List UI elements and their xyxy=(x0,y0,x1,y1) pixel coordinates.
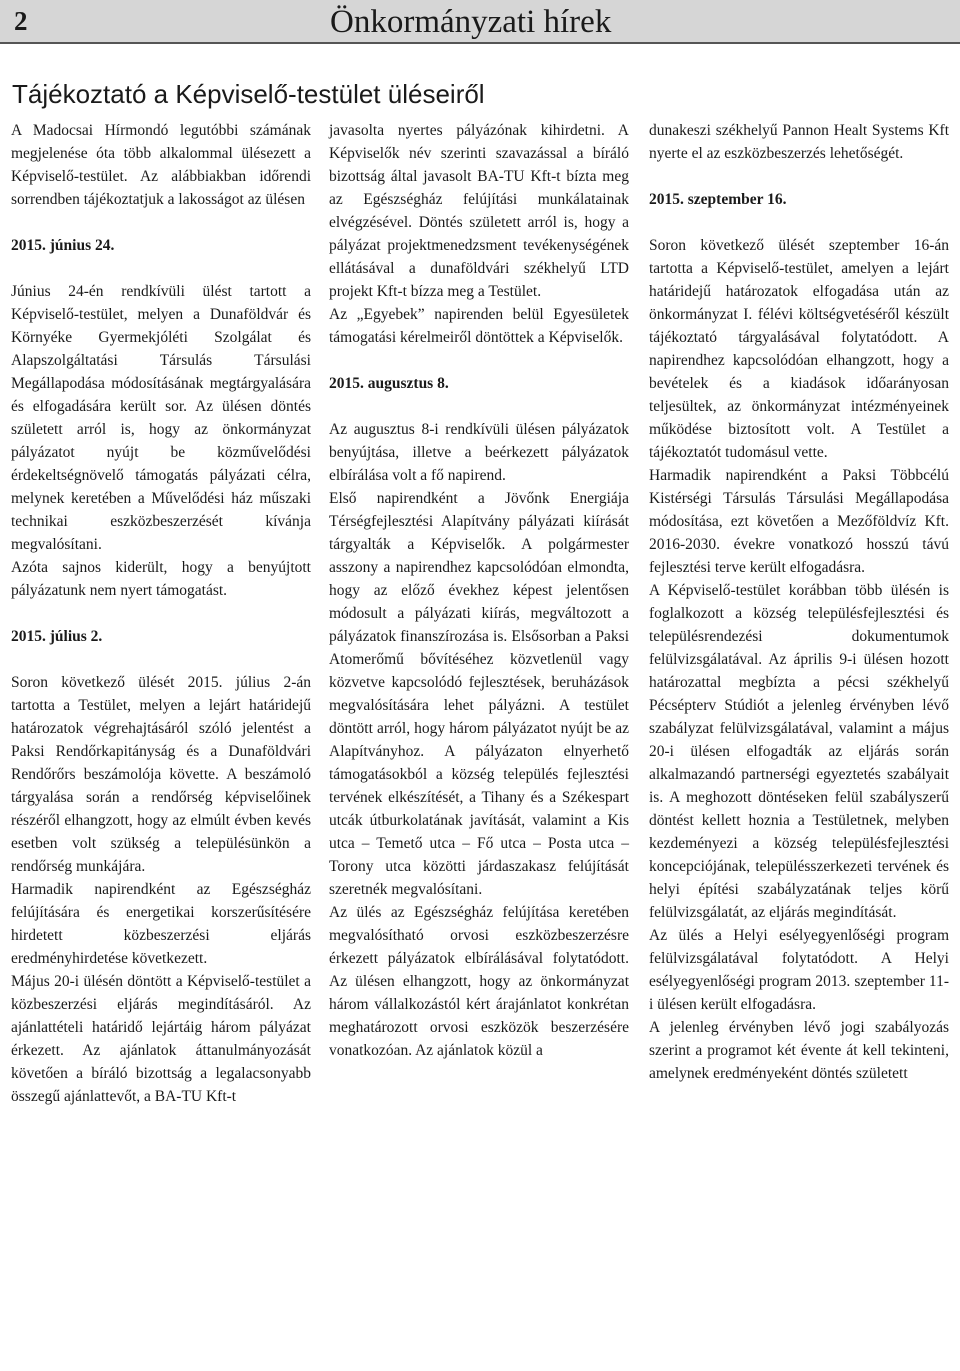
paragraph: Harmadik napirendként az Egészségház felújítására és energetikai korszerűsítésére hirdetett közbeszerzési eljárás eredményhirdetése következett. xyxy=(11,881,311,967)
paragraph: Harmadik napirendként a Paksi Többcélú Kistérségi Társulás Társulási Megállapodása módosítása, ezt követően a Mezőföldvíz Kft. 2016-2030. évekre vonatkozó hosszú távú fejlesztési terve került elfogadásra. xyxy=(649,467,949,576)
column-1 xyxy=(11,119,311,1108)
paragraph: Soron következő ülését 2015. július 2-án tartotta a Testület, melyen a lejárt határidejű határozatok végrehajtásáról szóló jelentést a Paksi Rendőrkapitányság és a Dunaföldvári Rendőrőrs beszámolója követte. A beszámoló tárgyalása során a rendőrség képviselőinek részéről elhangzott, hogy az elmúlt évben kevés esetben volt szükség a településünkön a rendőrség munkájára. xyxy=(11,674,311,875)
paragraph: A jelenleg érvényben lévő jogi szabályozás szerint a programot két évente át kell tekinteni, amelynek eredményeként döntés született xyxy=(649,1019,949,1082)
paragraph: Első napirendként a Jövőnk Energiája Térségfejlesztési Alapítvány pályázati kiírását tárgyalták a Képviselők. A polgármester asszony a napirendhez kapcsolódóan elmondta, hogy az előző évekhez képest jelentősen módosult a pályázati kiírás, megváltozott a pályázatok finanszírozása is. Elsősorban a Paksi Atomerőmű bővítéséhez közvetlenül vagy közvetve kapcsolódó fejlesztések, beruházások megvalósítására lehet pályázni. A testület döntött arról, hogy három pályázatot nyújt be az Alapítványhoz. A pályázaton elnyerhető támogatásokból a község település fejlesztési tervének elkészítését, a Tihany és a Székespart utcák útburkolatának javítását, valamint a Kis utca – Temető utca – Fő utca – Posta utca – Torony utca közötti járdaszakasz felújítását szeretnék megvalósítani. xyxy=(329,490,629,898)
paragraph: Az ülés a Helyi esélyegyenlőségi program felülvizsgálatával folytatódott. A Helyi esélyegyenlőségi program 2013. szeptember 11-i ülésen került elfogadásra. xyxy=(649,927,949,1013)
paragraph: Az ülés az Egészségház felújítása keretében megvalósítható orvosi eszközbeszerzésre érkezett pályázatok elbírálásával folytatódott. Az ülésen elhangzott, hogy az önkormányzat három vállalkozástól kért árajánlatot konkrétan meghatározott orvosi eszközök beszerzésére vonatkozóan. Az ajánlatok közül a xyxy=(329,904,629,1059)
page-header xyxy=(0,0,960,42)
paragraph: Június 24-én rendkívüli ülést tartott a Képviselő-testület, melyen a Dunaföldvár és Környéke Gyermekjóléti Szolgálat és Alapszolgáltatási Társulás Társulási Megállapodása módosításának megtárgyalására és elfogadására került sor. Az ülésen döntés született arról is, hogy az önkormányzat pályázatot nyújt be közművelődési érdekeltségnövelő támogatás pályázati célra, melynek keretében a Művelődési ház műszaki technikai eszközbeszerzését kívánja megvalósítani. xyxy=(11,283,311,553)
paragraph: Május 20-i ülésén döntött a Képviselő-testület a közbeszerzési eljárás megindításáról. Az ajánlattételi határidő lejártáig három pályázat érkezett. Az ajánlatok áttanulmányozását követően a bíráló bizottság a legalacsonyabb összegű ajánlattevőt, a BA-TU Kft-t xyxy=(11,973,311,1105)
column-3 xyxy=(649,119,949,1085)
date-heading: 2015. szeptember 16. xyxy=(649,191,787,208)
page-number: 2 xyxy=(14,6,28,36)
paragraph: javasolta nyertes pályázónak kihirdetni. A Képviselők név szerinti szavazással a bíráló bizottság által javasolt BA-TU Kft-t bízta meg az Egészségház felújítási munkálatainak elvégzésével. Döntés született arról is, hogy a pályázat projektmenedzsment tevékenységének ellátásával a dunaföldvári székhelyű LTD projekt Kft-t bízza meg a Testület. xyxy=(329,122,629,300)
paragraph: Azóta sajnos kiderült, hogy a benyújtott pályázatunk nem nyert támogatást. xyxy=(11,559,311,599)
header-divider xyxy=(0,42,960,44)
date-heading: 2015. augusztus 8. xyxy=(329,375,449,392)
paragraph: Az augusztus 8-i rendkívüli ülésen pályázatok benyújtása, illetve a beérkezett pályázatok elbírálása volt a fő napirend. xyxy=(329,421,629,484)
column-2 xyxy=(329,119,629,1062)
paragraph: Soron következő ülését szeptember 16-án tartotta a Képviselő-testület, amelyen a lejárt határidejű határozatok elfogadása után az önkormányzat I. félévi költségvetéséről készült tájékoztató tárgyalásával folytatódott. A napirendhez kapcsolódóan elhangzott, hogy a bevételek és a kiadások időarányosan teljesültek, az önkormányzat intézményeinek működése biztosított volt. A Testület a tájékoztatót tudomásul vette. xyxy=(649,237,949,461)
paragraph: dunakeszi székhelyű Pannon Healt Systems Kft nyerte el az eszközbeszerzés lehetőségét. xyxy=(649,122,949,162)
article-title: Tájékoztató a Képviselő-testület üléseiről xyxy=(12,79,485,109)
paragraph: Az „Egyebek” napirenden belül Egyesületek támogatási kérelmeiről döntöttek a Képviselők. xyxy=(329,306,629,346)
date-heading: 2015. július 2. xyxy=(11,628,103,645)
paragraph: A Képviselő-testület korábban több ülésén is foglalkozott a község településfejlesztési és településrendezési dokumentumok felülvizsgálatával. Az április 9-i ülésen hozott határozattal megbízta a pécsi székhelyű Pécsépterv Stúdiót a jelenleg érvényben lévő szabályzat felülvizsgálatával, valamint a május 20-i ülésen elfogadták az eljárás során alkalmazandó partnerségi egyeztetés szabályait is. A meghozott döntéseken felül szabályszerű döntést kellett hoznia a Testületnek, melyben kezdeményezi a község településfejlesztési koncepciójának, településszerkezeti tervének és helyi építési szabályzatának teljes körű felülvizsgálatát, az eljárás megindítását. xyxy=(649,582,949,921)
section-title: Önkormányzati hírek xyxy=(330,4,612,40)
date-heading: 2015. június 24. xyxy=(11,237,115,254)
intro-paragraph: A Madocsai Hírmondó legutóbbi számának megjelenése óta több alkalommal ülésezett a Képviselő-testület. Az alábbiakban időrendi sorrendben tájékoztatjuk a lakosságot az ülésen xyxy=(11,122,311,208)
